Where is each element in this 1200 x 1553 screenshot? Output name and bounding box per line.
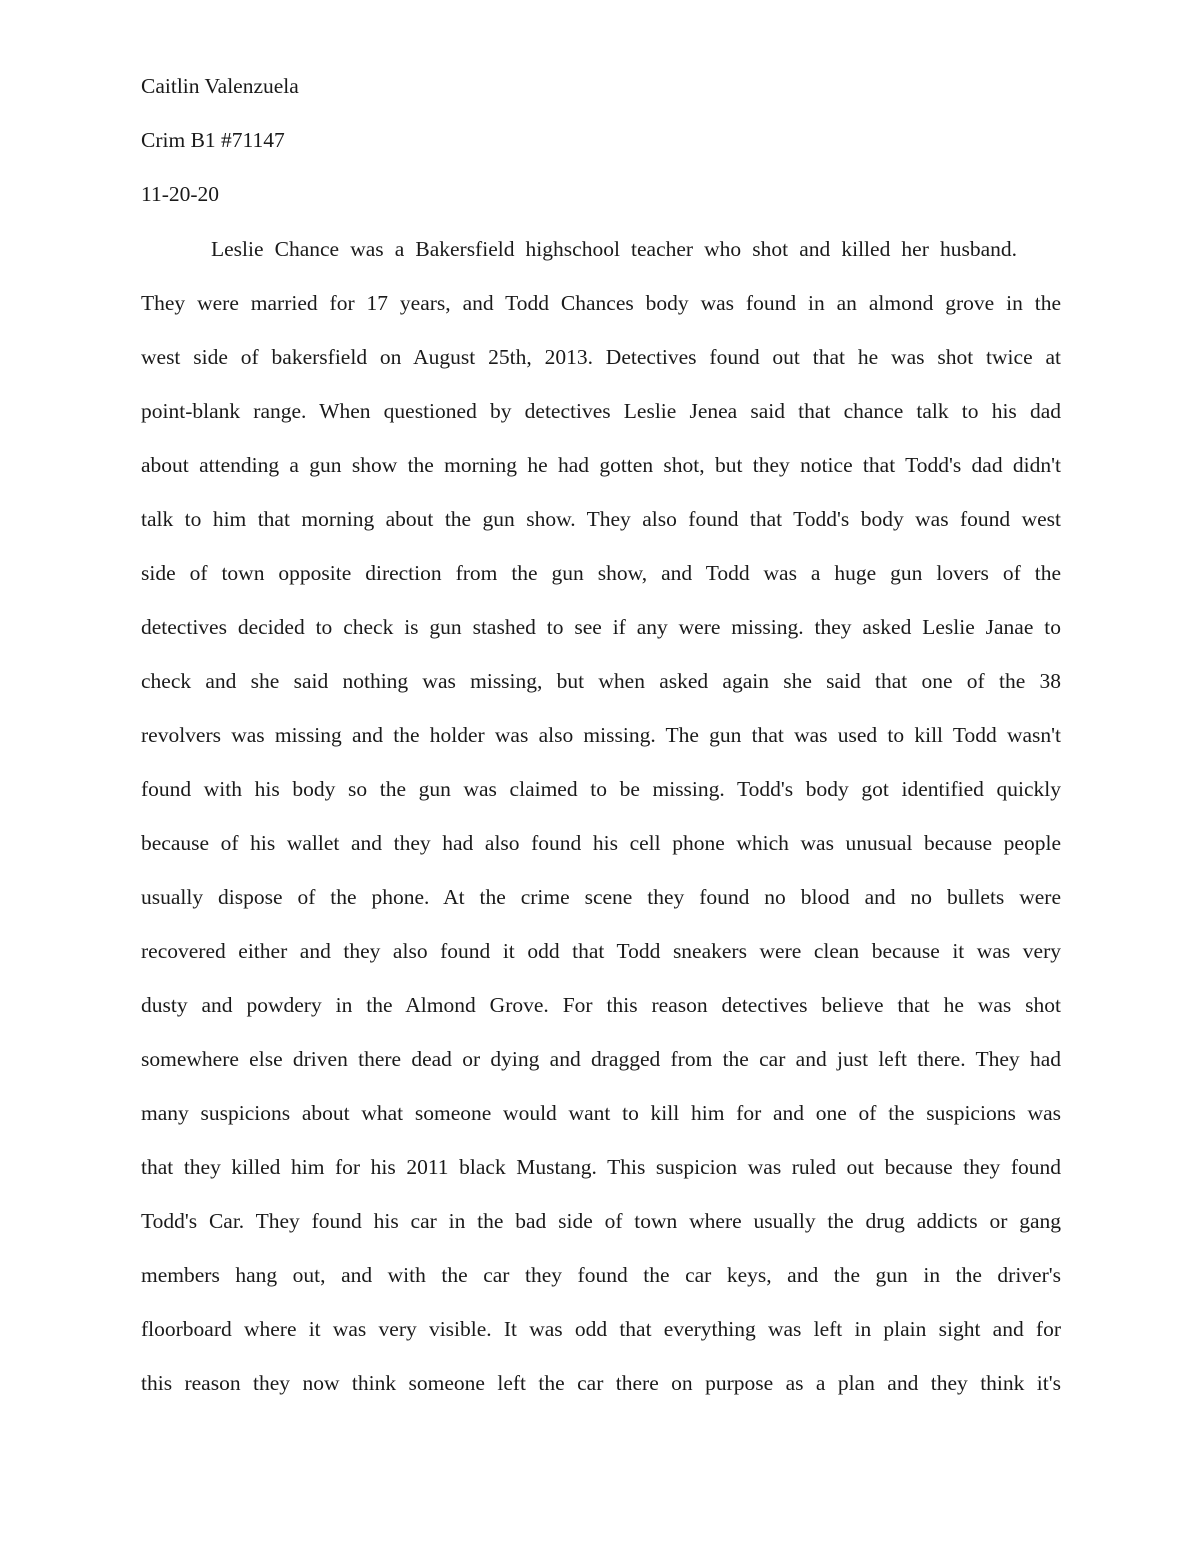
paragraph-line: usually dispose of the phone. At the crime scene they found no blood and no bullets were <box>141 885 1061 909</box>
paragraph-line: about attending a gun show the morning he had gotten shot, but they notice that Todd's dad didn't <box>141 453 1061 477</box>
paragraph-line: revolvers was missing and the holder was also missing. The gun that was used to kill Todd wasn't <box>141 723 1061 747</box>
course-info: Crim B1 #71147 <box>141 128 285 152</box>
paragraph-line: point-blank range. When questioned by detectives Leslie Jenea said that chance talk to his dad <box>141 399 1061 423</box>
paragraph-line: talk to him that morning about the gun show. They also found that Todd's body was found west <box>141 507 1061 531</box>
paragraph-line: found with his body so the gun was claimed to be missing. Todd's body got identified quickly <box>141 777 1061 801</box>
paragraph-line: side of town opposite direction from the gun show, and Todd was a huge gun lovers of the <box>141 561 1061 585</box>
document-date: 11-20-20 <box>141 182 220 206</box>
paragraph-line: Leslie Chance was a Bakersfield highschool teacher who shot and killed her husband. <box>211 237 1017 261</box>
paragraph-line: floorboard where it was very visible. It was odd that everything was left in plain sight and for <box>141 1317 1061 1341</box>
paragraph-line: members hang out, and with the car they found the car keys, and the gun in the driver's <box>141 1263 1061 1287</box>
author-name: Caitlin Valenzuela <box>141 74 299 98</box>
paragraph-line: west side of bakersfield on August 25th, 2013. Detectives found out that he was shot twice at <box>141 345 1061 369</box>
paragraph-line: somewhere else driven there dead or dying and dragged from the car and just left there. They had <box>141 1047 1061 1071</box>
paragraph-line: They were married for 17 years, and Todd Chances body was found in an almond grove in the <box>141 291 1061 315</box>
paragraph-line: because of his wallet and they had also found his cell phone which was unusual because people <box>141 831 1061 855</box>
paragraph-line: check and she said nothing was missing, but when asked again she said that one of the 38 <box>141 669 1061 693</box>
paragraph-line: that they killed him for his 2011 black Mustang. This suspicion was ruled out because they found <box>141 1155 1061 1179</box>
paragraph-line: many suspicions about what someone would want to kill him for and one of the suspicions was <box>141 1101 1061 1125</box>
paragraph-line: this reason they now think someone left the car there on purpose as a plan and they think it's <box>141 1371 1061 1395</box>
paragraph-line: recovered either and they also found it odd that Todd sneakers were clean because it was very <box>141 939 1061 963</box>
paragraph-line: Todd's Car. They found his car in the bad side of town where usually the drug addicts or gang <box>141 1209 1061 1233</box>
paragraph-line: detectives decided to check is gun stashed to see if any were missing. they asked Leslie Janae to <box>141 615 1061 639</box>
paragraph-line: dusty and powdery in the Almond Grove. For this reason detectives believe that he was shot <box>141 993 1061 1017</box>
